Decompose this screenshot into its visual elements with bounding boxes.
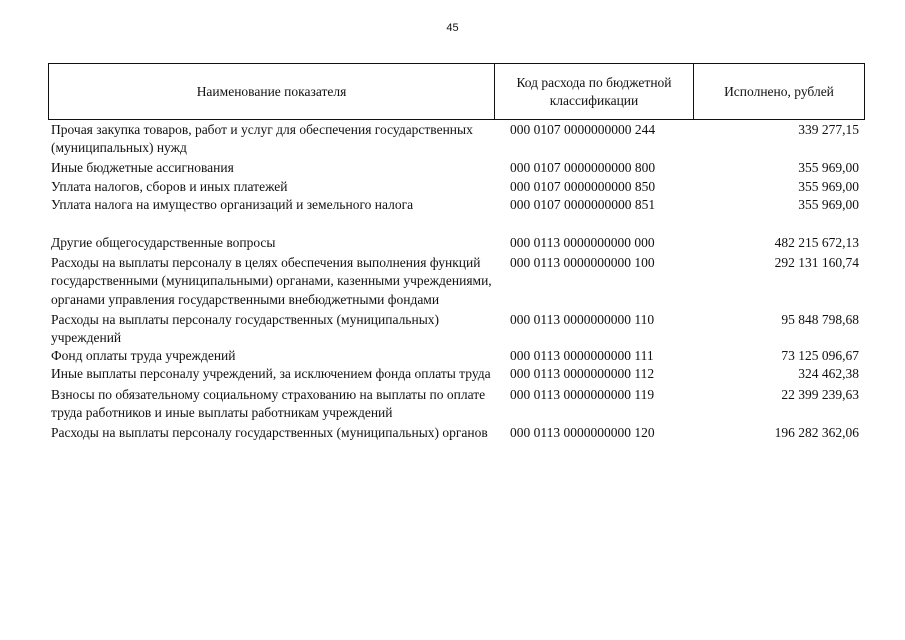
table-row <box>48 347 865 365</box>
row-name: Иные бюджетные ассигнования <box>51 160 234 176</box>
row-name: Расходы на выплаты персоналу государственных (муниципальных) учреждений <box>51 311 440 346</box>
row-amount: 339 277,15 <box>798 122 859 137</box>
row-amount: 355 969,00 <box>798 196 859 212</box>
row-amount: 22 399 239,63 <box>781 386 859 402</box>
row-code: 000 0113 0000000000 110 <box>510 311 655 327</box>
row-code: 000 0107 0000000000 850 <box>510 178 656 194</box>
row-code: 000 0107 0000000000 800 <box>510 160 656 176</box>
table-row <box>48 311 865 347</box>
row-name: Расходы на выплаты персоналу государственных (муниципальных) органов <box>51 425 488 441</box>
row-code: 000 0113 0000000000 120 <box>510 425 655 441</box>
row-amount: 355 969,00 <box>798 160 859 176</box>
header-amount: Исполнено, рублей <box>724 83 834 99</box>
table-row <box>48 234 865 252</box>
row-code: 000 0113 0000000000 111 <box>510 348 654 364</box>
row-amount: 324 462,38 <box>798 366 859 382</box>
table-row <box>48 424 865 442</box>
row-amount: 355 969,00 <box>798 178 859 194</box>
row-code: 000 0113 0000000000 119 <box>510 386 655 402</box>
page-number: 45 <box>446 22 459 34</box>
row-amount: 482 215 672,13 <box>774 235 859 251</box>
row-name: Прочая закупка товаров, работ и услуг для обеспечения государственных (муниципальных) нужд <box>51 122 473 156</box>
table-row <box>48 365 865 383</box>
table-row <box>48 178 865 196</box>
row-code: 000 0107 0000000000 244 <box>510 122 656 137</box>
row-code: 000 0107 0000000000 851 <box>510 196 656 212</box>
row-code: 000 0113 0000000000 112 <box>510 366 655 382</box>
row-code: 000 0113 0000000000 000 <box>510 235 655 251</box>
row-amount: 73 125 096,67 <box>781 348 859 364</box>
table-row <box>48 386 865 422</box>
table-row <box>48 254 865 309</box>
table-row <box>48 159 865 177</box>
row-amount: 292 131 160,74 <box>774 255 859 271</box>
row-name: Расходы на выплаты персоналу в целях обеспечения выполнения функций государственными (муниципальными) органами, казенными учреждениями, органами управления государственными внебюджетными фондами <box>51 255 492 307</box>
table-body <box>48 121 865 442</box>
table-row <box>48 196 865 214</box>
row-name: Другие общегосударственные вопросы <box>51 235 276 251</box>
row-name: Уплата налога на имущество организаций и земельного налога <box>51 196 414 212</box>
row-amount: 95 848 798,68 <box>781 311 859 327</box>
row-name: Взносы по обязательному социальному страхованию на выплаты по оплате труда работников и иные выплаты работникам учреждений <box>51 386 486 420</box>
table-row <box>48 121 865 157</box>
header-code: Код расхода по бюджетной классификации <box>495 64 694 119</box>
row-name: Уплата налогов, сборов и иных платежей <box>51 178 288 194</box>
row-code: 000 0113 0000000000 100 <box>510 255 655 271</box>
row-name: Фонд оплаты труда учреждений <box>51 348 236 364</box>
row-amount: 196 282 362,06 <box>774 425 859 441</box>
row-name: Иные выплаты персоналу учреждений, за исключением фонда оплаты труда <box>51 366 491 382</box>
table-header <box>48 63 865 120</box>
header-name: Наименование показателя <box>49 64 495 119</box>
